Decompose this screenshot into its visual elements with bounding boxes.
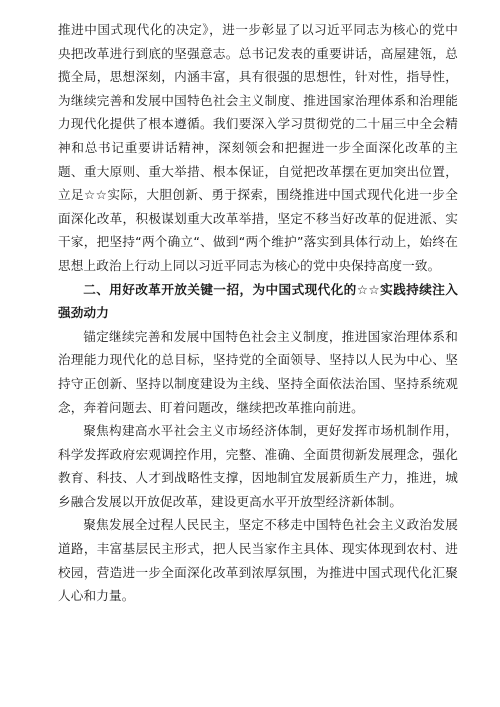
- paragraph-democracy: 聚焦发展全过程人民民主，坚定不移走中国特色社会主义政治发展道路，丰富基层民主形式，把人民当家作主具体、现实体现到农村、进校园，营造进一步全面深化改革到浓厚氛围，为推进中国式现代化汇聚人心和力量。: [58, 517, 458, 604]
- section-heading: 二、用好改革开放关键一招，为中国式现代化的☆☆实践持续注入强劲动力: [58, 281, 458, 321]
- paragraph-goal: 锚定继续完善和发展中国特色社会主义制度，推进国家治理体系和治理能力现代化的总目标，坚持党的全面领导、坚持以人民为中心、坚持守正创新、坚持以制度建设为主线、坚持全面依法治国、坚持系统观念，奔着问题去、盯着问题改，继续把改革推向前进。: [58, 328, 458, 415]
- paragraph-continuation: 推进中国式现代化的决定》，进一步彰显了以习近平同志为核心的党中央把改革进行到底的坚强意志。总书记发表的重要讲话，高屋建瓴，总揽全局，思想深刻，内涵丰富，具有很强的思想性，针对性，指导性，为继续完善和发展中国特色社会主义制度、推进国家治理体系和治理能力现代化提供了根本遵循。我们要深入学习贯彻党的二十届三中全会精神和总书记重要讲话精神，深刻领会和把握进一步全面深化改革的主题、重大原则、重大举措、根本保证，自觉把改革摆在更加突出位置，立足☆☆实际，大胆创新、勇于探索，围绕推进中国式现代化进一步全面深化改革，积极谋划重大改革举措，坚定不移当好改革的促进派、实干家，把坚持“两个确立“、做到“两个维护”落实到具体行动上，始终在思想上政治上行动上同以习近平同志为核心的党中央保持高度一致。: [58, 22, 458, 273]
- paragraph-market-economy: 聚焦构建高水平社会主义市场经济体制，更好发挥市场机制作用，科学发挥政府宏观调控作用，完整、准确、全面贯彻新发展理念，强化教育、科技、人才到战略性支撑，因地制宜发展新质生产力，推进，城乡融合发展以开放促改革，建设更高水平开放型经济新体制。: [58, 423, 458, 509]
